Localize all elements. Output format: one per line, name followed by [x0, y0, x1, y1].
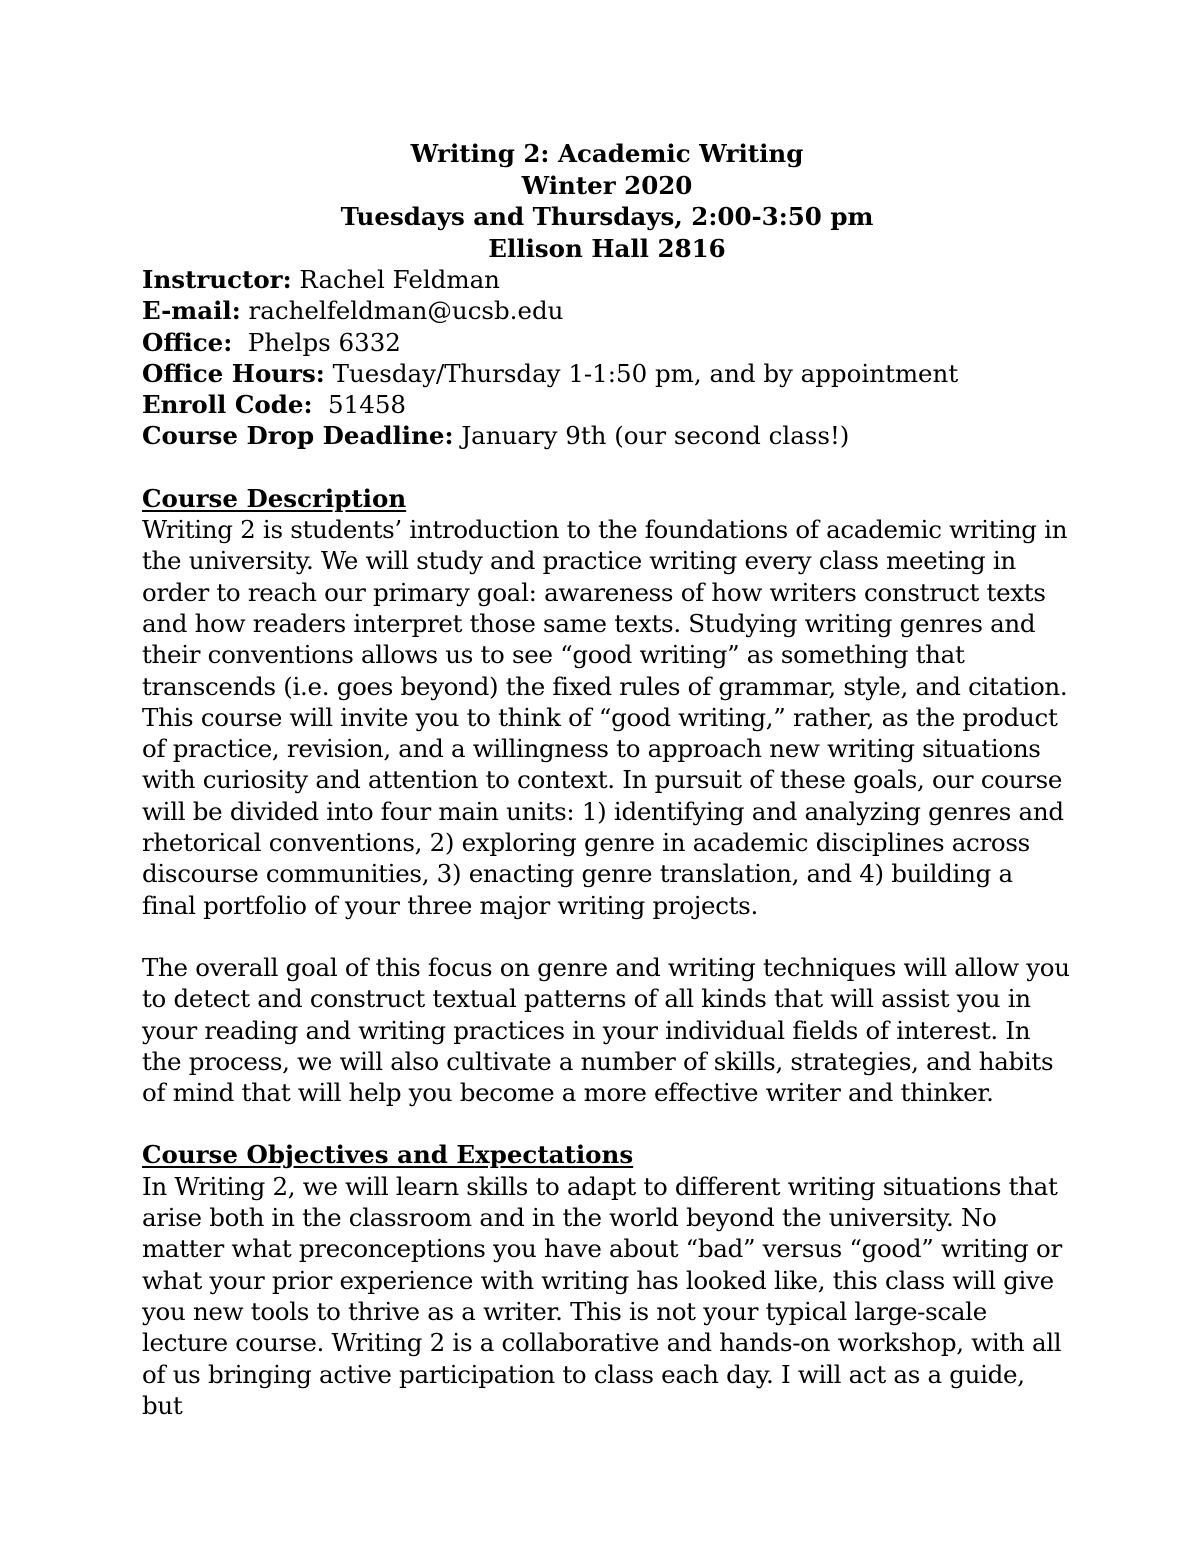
course-info	[142, 264, 1072, 452]
office-line	[142, 327, 1072, 358]
office-hours-value: Tuesday/Thursday 1-1:50 pm, and by appointment	[324, 358, 959, 388]
office-label: Office:	[142, 327, 233, 357]
drop-deadline-label: Course Drop Deadline:	[142, 421, 454, 451]
office-hours-label: Office Hours:	[142, 358, 325, 388]
document-page	[142, 138, 1072, 1421]
course-title: Writing 2: Academic Writing	[410, 139, 804, 168]
email-label: E-mail:	[142, 296, 241, 326]
drop-deadline-line	[142, 420, 1072, 451]
course-schedule: Tuesdays and Thursdays, 2:00-3:50 pm	[340, 202, 874, 231]
course-header	[142, 138, 1072, 264]
enroll-code-label: Enroll Code:	[142, 390, 313, 420]
email-line	[142, 295, 1072, 326]
office-hours-line	[142, 358, 1072, 389]
drop-deadline-value: January 9th (our second class!)	[453, 421, 850, 451]
office-value: Phelps 6332	[232, 327, 401, 357]
instructor-label: Instructor:	[142, 265, 292, 294]
instructor-value: Rachel Feldman	[291, 265, 500, 294]
course-objectives-paragraph-1: In Writing 2, we will learn skills to adapt to different writing situations that arise both in the classroom and in the world beyond the university. No matter what preconceptions you have about “bad” versus “good” writing or what your prior experience with writing has looked like, this class will give you new tools to thrive as a writer. This is not your typical large-scale lecture course. Writing 2 is a collaborative and hands-on workshop, with all of us bringing active participation to class each day. I will act as a guide, but	[142, 1171, 1062, 1420]
email-value: rachelfeldman@ucsb.edu	[240, 296, 564, 326]
course-location: Ellison Hall 2816	[488, 233, 726, 263]
course-description-paragraph-2: The overall goal of this focus on genre and writing techniques will allow you to detect and construct textual patterns of all kinds that will assist you in your reading and writing practices in your individual fields of interest. In the process, we will also cultivate a number of skills, strategies, and habits of mind that will help you become a more effective writer and thinker.	[142, 952, 1070, 1108]
course-objectives-heading: Course Objectives and Expectations	[142, 1140, 634, 1170]
enroll-code-line	[142, 389, 1072, 420]
course-description-paragraph-1: Writing 2 is students’ introduction to the foundations of academic writing in the university. We will study and practice writing every class meeting in order to reach our primary goal: awareness of how writers construct texts and how readers interpret those same texts. Studying writing genres and their conventions allows us to see “good writing” as something that transcends (i.e. goes beyond) the fixed rules of grammar, style, and citation. This course will invite you to think of “good writing,” rather, as the product of practice, revision, and a willingness to approach new writing situations with curiosity and attention to context. In pursuit of these goals, our course will be divided into four main units: 1) identifying and analyzing genres and rhetorical conventions, 2) exploring genre in academic disciplines across discourse communities, 3) enacting genre translation, and 4) building a final portfolio of your three major writing projects.	[142, 515, 1068, 920]
instructor-line	[142, 264, 1072, 295]
enroll-code-value: 51458	[312, 390, 406, 420]
course-description-heading: Course Description	[142, 483, 407, 513]
course-term: Winter 2020	[521, 170, 693, 200]
